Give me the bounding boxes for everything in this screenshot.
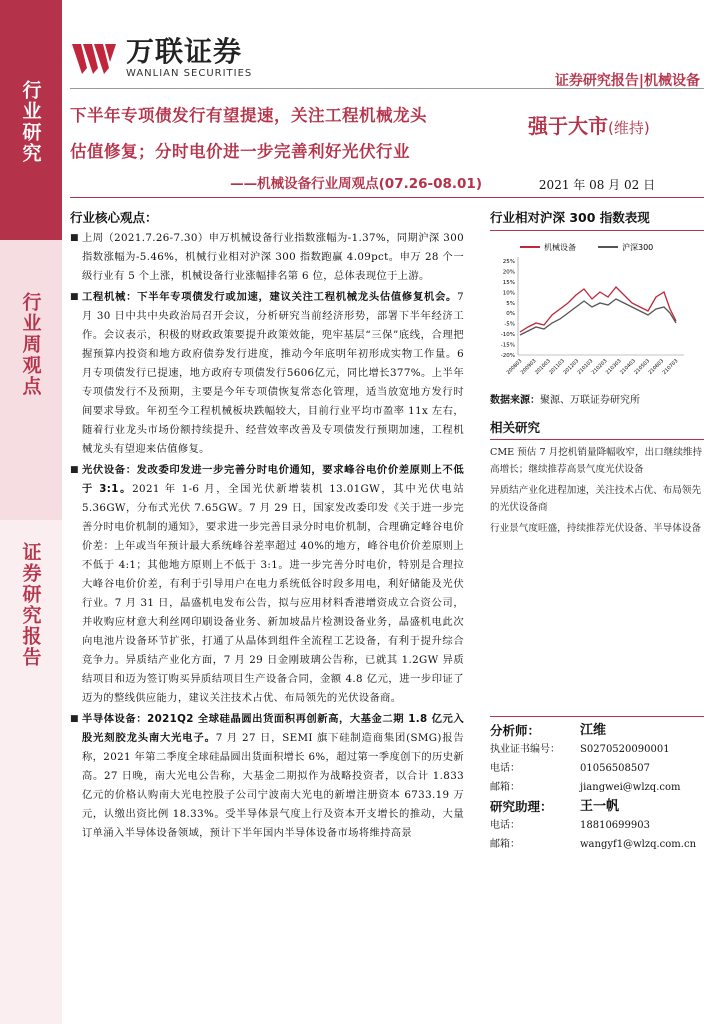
assistant-label: 研究助理： (490, 799, 553, 814)
wanlian-logo-icon (72, 42, 120, 76)
assistant-email[interactable]: wangyf1@wlzq.com.cn (580, 839, 697, 850)
cert-row (490, 740, 704, 759)
related-research-item[interactable]: CME 预估 7 月挖机销量降幅收窄，出口继续维持高增长；继续推荐高景气度光伏设备 (490, 447, 703, 475)
related-research-heading: 相关研究 (490, 418, 704, 440)
rating-main: 强于大市 (528, 114, 608, 138)
title-divider (70, 197, 704, 198)
x-tick-label: 210703 (661, 358, 680, 376)
y-tick-label: -10% (500, 332, 515, 339)
analyst-tel: 01056508507 (580, 763, 650, 774)
report-type-label: 证券研究报告|机械设备 (554, 73, 700, 89)
bullet-lead: 光伏设备：发改委印发进一步完善分时电价通知，要求峰谷电价价差原则上不低于 3:1。 (82, 464, 464, 495)
report-date: 2021 年 08 月 02 日 (538, 178, 656, 192)
rating (490, 96, 704, 139)
analyst-label: 分析师： (490, 723, 541, 738)
y-tick-label: -5% (504, 321, 515, 328)
y-tick-label: 20% (502, 269, 515, 276)
x-tick-label: 210203 (590, 358, 609, 376)
bullet-construction-machinery (70, 288, 464, 459)
cert-number: S0270520090001 (580, 744, 670, 755)
bullet-lead: 工程机械：下半年专项债发行或加速，建议关注工程机械龙头估值修复机会。 (82, 291, 458, 303)
chart-svg (490, 237, 704, 387)
email-row (490, 778, 704, 797)
assistant-tel: 18810699903 (580, 820, 650, 831)
assistant-email-label: 邮箱： (490, 839, 520, 850)
rating-sub: (维持) (608, 119, 650, 137)
series-machinery-line (520, 287, 676, 332)
y-tick-label: 0% (506, 311, 515, 318)
bullet-text: 上周（2021.7.26-7.30）申万机械设备行业指数涨幅为-1.37%，同期沪深 300 指数涨幅为-5.46%，机械行业相对沪深 300 指数跑赢 4.09pct。申万 28 个一级行业有 5 个上涨，机械设备行业涨幅排名第 6 位，总体表现位于上游。 (82, 232, 464, 282)
x-tick-label: 210103 (576, 358, 595, 376)
y-axis-ticks (501, 259, 515, 359)
bullet-semiconductor (70, 710, 464, 843)
header-divider (70, 88, 704, 89)
assistant-name: 王一帆 (580, 799, 620, 814)
logo-text-en: WANLIAN SECURITIES (126, 68, 253, 79)
bullet-text: 7 月 27 日，SEMI 旗下硅制造商集团(SMG)报告称，2021 年第二季度全球硅晶圆出货面积增长 6%，超过第一季度创下的历史新高。27 日晚，南大光电公告称，大基金二期拟作为战略投资者，以合计 1.833 亿元的价格认购南大光电控股子公司宁波南大光电的新增注册资本 6733.19 万元，认缴出资比例 18.33%。受半导体景气度上行及资本开支增长的推动，大量订单涌入半导体设备领域，预计下半年国内半导体设备市场将维持高景 (82, 732, 465, 839)
sidebar-label-weekly-view: 行业周观点 (19, 292, 42, 397)
x-tick-label: 200903 (519, 358, 538, 376)
rating-box (490, 96, 704, 156)
relative-performance-chart (490, 237, 704, 387)
cert-label: 执业证书编号： (490, 744, 560, 755)
assistant-tel-row (490, 816, 704, 835)
sidebar-label-industry-research: 行业研究 (19, 80, 42, 164)
core-view-heading: 行业核心观点： (70, 210, 158, 225)
y-tick-label: 25% (502, 259, 515, 265)
related-research-item[interactable]: 行业景气度旺盛，持续推荐光伏设备、半导体设备 (490, 523, 702, 534)
company-logo (72, 35, 253, 79)
sidebar (0, 0, 62, 1024)
main-body (70, 208, 464, 843)
x-tick-label: 201203 (562, 358, 581, 376)
tel-label: 电话： (490, 763, 520, 774)
x-tick-label: 210403 (619, 358, 637, 376)
analyst-name: 江维 (580, 723, 607, 738)
x-tick-label: 200803 (505, 358, 524, 376)
bullet-pv-equipment (70, 461, 464, 708)
bullet-market-review (70, 229, 464, 286)
sidebar-label-securities-report: 证券研究报告 (19, 542, 42, 668)
title-line-1: 下半年专项债发行有望提速，关注工程机械龙头 (70, 106, 427, 125)
sidebar-securities-report (0, 520, 62, 1024)
bullet-lead: 半导体设备：2021Q2 全球硅晶圆出货面积再创新高，大基金二期 1.8 亿元入股光刻胶龙头南大光电子。 (82, 713, 464, 744)
chart-title: 行业相对沪深 300 指数表现 (490, 208, 704, 231)
assistant-row (490, 797, 704, 816)
email-label: 邮箱： (490, 782, 520, 793)
series-csi300-line (520, 299, 676, 335)
y-tick-label: 5% (506, 300, 515, 307)
source-label: 数据来源： (490, 395, 540, 406)
sidebar-industry-research (0, 0, 62, 240)
x-axis-ticks (506, 358, 680, 376)
sidebar-weekly-view (0, 240, 62, 520)
source-text: 聚源、万联证券研究所 (540, 395, 640, 406)
assistant-tel-label: 电话： (490, 820, 520, 831)
x-tick-label: 201103 (548, 358, 566, 376)
y-tick-label: 10% (502, 290, 515, 297)
logo-text-cn: 万联证券 (126, 35, 243, 68)
bullet-text: 7 月 30 日中共中央政治局召开会议，分析研究当前经济形势，部署下半年经济工作。会议表示，积极的财政政策要提升政策效能，兜牢基层“三保”底线，合理把握预算内投资和地方政府债券发行进度，推动今年底明年初形成实物工作量。6 月专项债发行已提速，地方政府专项债发行5606亿元，同比增长377%。上半年专项债发行不及预期，主要是今年专项债恢复常态化管理，适当放宽地方发行时间要求导致。年初至今工程机械板块跌幅较大，目前行业平均市盈率 11x 左右，随着行业龙头市场份额持续提升、经营效率改善及专项债发行预期加速，工程机械龙头有望迎来估值修复。 (82, 291, 464, 455)
bullet-text: 2021 年 1-6 月，全国光伏新增装机 13.01GW，其中光伏电站 5.36GW，分布式光伏 7.65GW。7 月 29 日，国家发改委印发《关于进一步完善分时电价机制的通知》，要求进一步完善目录分时电价机制，合理确定峰谷电价价差：上年或当年预计最大系统峰谷差率超过 40%的地方，峰谷电价价差原则上不低于 4:1；其他地方原则上不低于 3:1。进一步完善分时电价，特别是合理拉大峰谷电价价差，有利于引导用户在电力系统低谷时段多用电，利好储能及光伏行业。7 月 31 日，晶盛机电发布公告，拟与应用材料香港增资成立合资公司，并收购应材意大利丝网印刷设备业务、新加坡晶片检测设备业务，晶盛机电此次向电池片设备环节扩张，打通了从晶体到组件全流程工艺设备，有利于提升综合竞争力。异质结产业化方面，7 月 29 日金刚玻璃公告称，已就其 1.2GW 异质结项目和迈为签订购买异质结项目生产设备合同，金额 4.8 亿元，进一步印证了迈为的整线供应能力，建议关注技术占优、布局领先的光伏设备商。 (82, 483, 464, 704)
y-tick-label: -20% (500, 353, 515, 359)
x-tick-label: 210503 (633, 358, 652, 376)
assistant-email-row (490, 835, 704, 854)
chart-legend (520, 242, 653, 252)
sidebar-info (490, 208, 704, 537)
tel-row (490, 759, 704, 778)
analyst-info (490, 716, 704, 854)
x-tick-label: 201003 (534, 358, 552, 376)
related-research-item[interactable]: 异质结产业化进程加速，关注技术占优、布局领先的光伏设备商 (490, 485, 702, 513)
x-tick-label: 210303 (604, 358, 623, 376)
y-tick-label: 15% (502, 279, 515, 286)
analyst-email[interactable]: jiangwei@wlzq.com (580, 782, 681, 793)
legend-label-csi300: 沪深300 (622, 243, 654, 252)
analyst-row (490, 721, 704, 740)
x-tick-label: 210603 (647, 358, 666, 376)
report-subtitle: ——机械设备行业周观点(07.26-08.01) (230, 176, 482, 192)
y-tick-label: -15% (500, 342, 515, 349)
legend-label-machinery: 机械设备 (544, 243, 576, 252)
chart-source (490, 391, 704, 406)
title-line-2: 估值修复；分时电价进一步完善利好光伏行业 (70, 142, 410, 161)
